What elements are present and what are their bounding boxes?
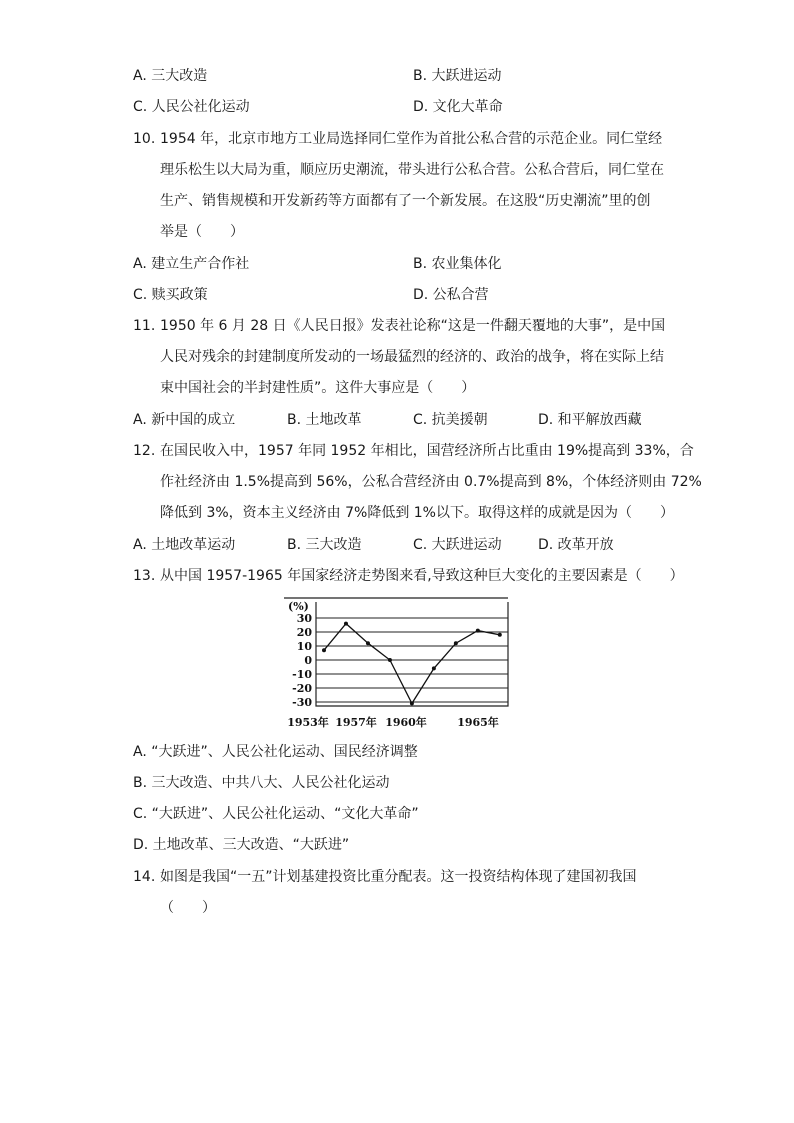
question-12-line: 降低到 3%，资本主义经济由 7%降低到 1%以下。取得这样的成就是因为（ ） — [160, 505, 674, 521]
x-tick-label: 1953年 — [287, 716, 329, 729]
option-b: B. 土地改革 — [287, 412, 362, 428]
question-10-line: 理乐松生以大局为重，顺应历史潮流，带头进行公私合营。公私合营后，同仁堂在 — [160, 162, 664, 178]
data-point — [498, 633, 502, 637]
question-11-number: 11. — [133, 318, 156, 334]
question-12-line: 作社经济由 1.5%提高到 56%，公私合营经济由 0.7%提高到 8%，个体经济则由 72% — [160, 474, 702, 490]
option-d: D. 和平解放西藏 — [538, 412, 642, 428]
y-tick-label: -10 — [292, 668, 312, 681]
option-b: B. 农业集体化 — [413, 256, 502, 272]
x-tick-label: 1965年 — [457, 716, 499, 729]
data-point — [322, 648, 326, 652]
x-tick-label: 1957年 — [335, 716, 377, 729]
data-point — [388, 658, 392, 662]
option-c: C. 抗美援朝 — [413, 412, 488, 428]
chart-unit-label: (%) — [288, 600, 309, 613]
option-d: D. 文化大革命 — [413, 99, 503, 115]
data-point — [410, 701, 414, 705]
question-11-line: 束中国社会的半封建性质”。这件大事应是（ ） — [160, 380, 476, 396]
y-tick-label: 0 — [304, 654, 312, 667]
data-point — [432, 666, 436, 670]
option-c: C. “大跃进”、人民公社化运动、“文化大革命” — [133, 806, 419, 822]
question-10-line: 举是（ ） — [160, 224, 244, 240]
series-line — [324, 624, 500, 704]
question-14-line: 如图是我国“一五”计划基建投资比重分配表。这一投资结构体现了建国初我国 — [160, 869, 637, 885]
y-tick-label: 10 — [296, 640, 312, 653]
option-a: A. 建立生产合作社 — [133, 256, 250, 272]
option-a: A. 三大改造 — [133, 68, 208, 84]
option-a: A. 土地改革运动 — [133, 537, 236, 553]
option-b: B. 大跃进运动 — [413, 68, 502, 84]
economy-trend-chart — [282, 594, 514, 734]
option-b: B. 三大改造、中共八大、人民公社化运动 — [133, 775, 390, 791]
option-d: D. 公私合营 — [413, 287, 489, 303]
y-tick-label: 20 — [296, 626, 312, 639]
option-c: C. 人民公社化运动 — [133, 99, 250, 115]
y-tick-label: 30 — [296, 612, 312, 625]
y-tick-label: -20 — [292, 682, 312, 695]
question-11-line: 人民对残余的封建制度所发动的一场最猛烈的经济的、政治的战争，将在实际上结 — [160, 349, 664, 365]
chart-y-ticks — [292, 612, 312, 709]
data-point — [344, 622, 348, 626]
option-d: D. 土地改革、三大改造、“大跃进” — [133, 837, 350, 853]
data-point — [366, 641, 370, 645]
option-a: A. 新中国的成立 — [133, 412, 236, 428]
question-12-number: 12. — [133, 443, 156, 459]
option-a: A. “大跃进”、人民公社化运动、国民经济调整 — [133, 744, 418, 760]
data-point — [476, 629, 480, 633]
question-10-number: 10. — [133, 131, 156, 147]
x-tick-label: 1960年 — [385, 716, 427, 729]
question-10-line: 生产、销售规模和开发新药等方面都有了一个新发展。在这股“历史潮流”里的创 — [160, 193, 651, 209]
y-tick-label: -30 — [292, 696, 312, 709]
option-b: B. 三大改造 — [287, 537, 362, 553]
question-10-line: 1954 年，北京市地方工业局选择同仁堂作为首批公私合营的示范企业。同仁堂经 — [160, 131, 663, 147]
question-11-line: 1950 年 6 月 28 日《人民日报》发表社论称“这是一件翻天覆地的大事”，是中国 — [160, 318, 666, 334]
data-point — [454, 641, 458, 645]
option-c: C. 大跃进运动 — [413, 537, 502, 553]
question-13-number: 13. — [133, 568, 156, 584]
question-14-number: 14. — [133, 869, 156, 885]
question-12-line: 在国民收入中，1957 年同 1952 年相比，国营经济所占比重由 19%提高到 33%，合 — [160, 443, 694, 459]
chart-grid — [284, 598, 508, 706]
question-14-line: （ ） — [160, 900, 216, 916]
question-13-text: 从中国 1957-1965 年国家经济走势图来看,导致这种巨大变化的主要因素是（ ） — [160, 568, 684, 584]
option-d: D. 改革开放 — [538, 537, 614, 553]
option-c: C. 赎买政策 — [133, 287, 208, 303]
chart-points — [322, 622, 502, 706]
chart-x-ticks — [287, 715, 499, 729]
